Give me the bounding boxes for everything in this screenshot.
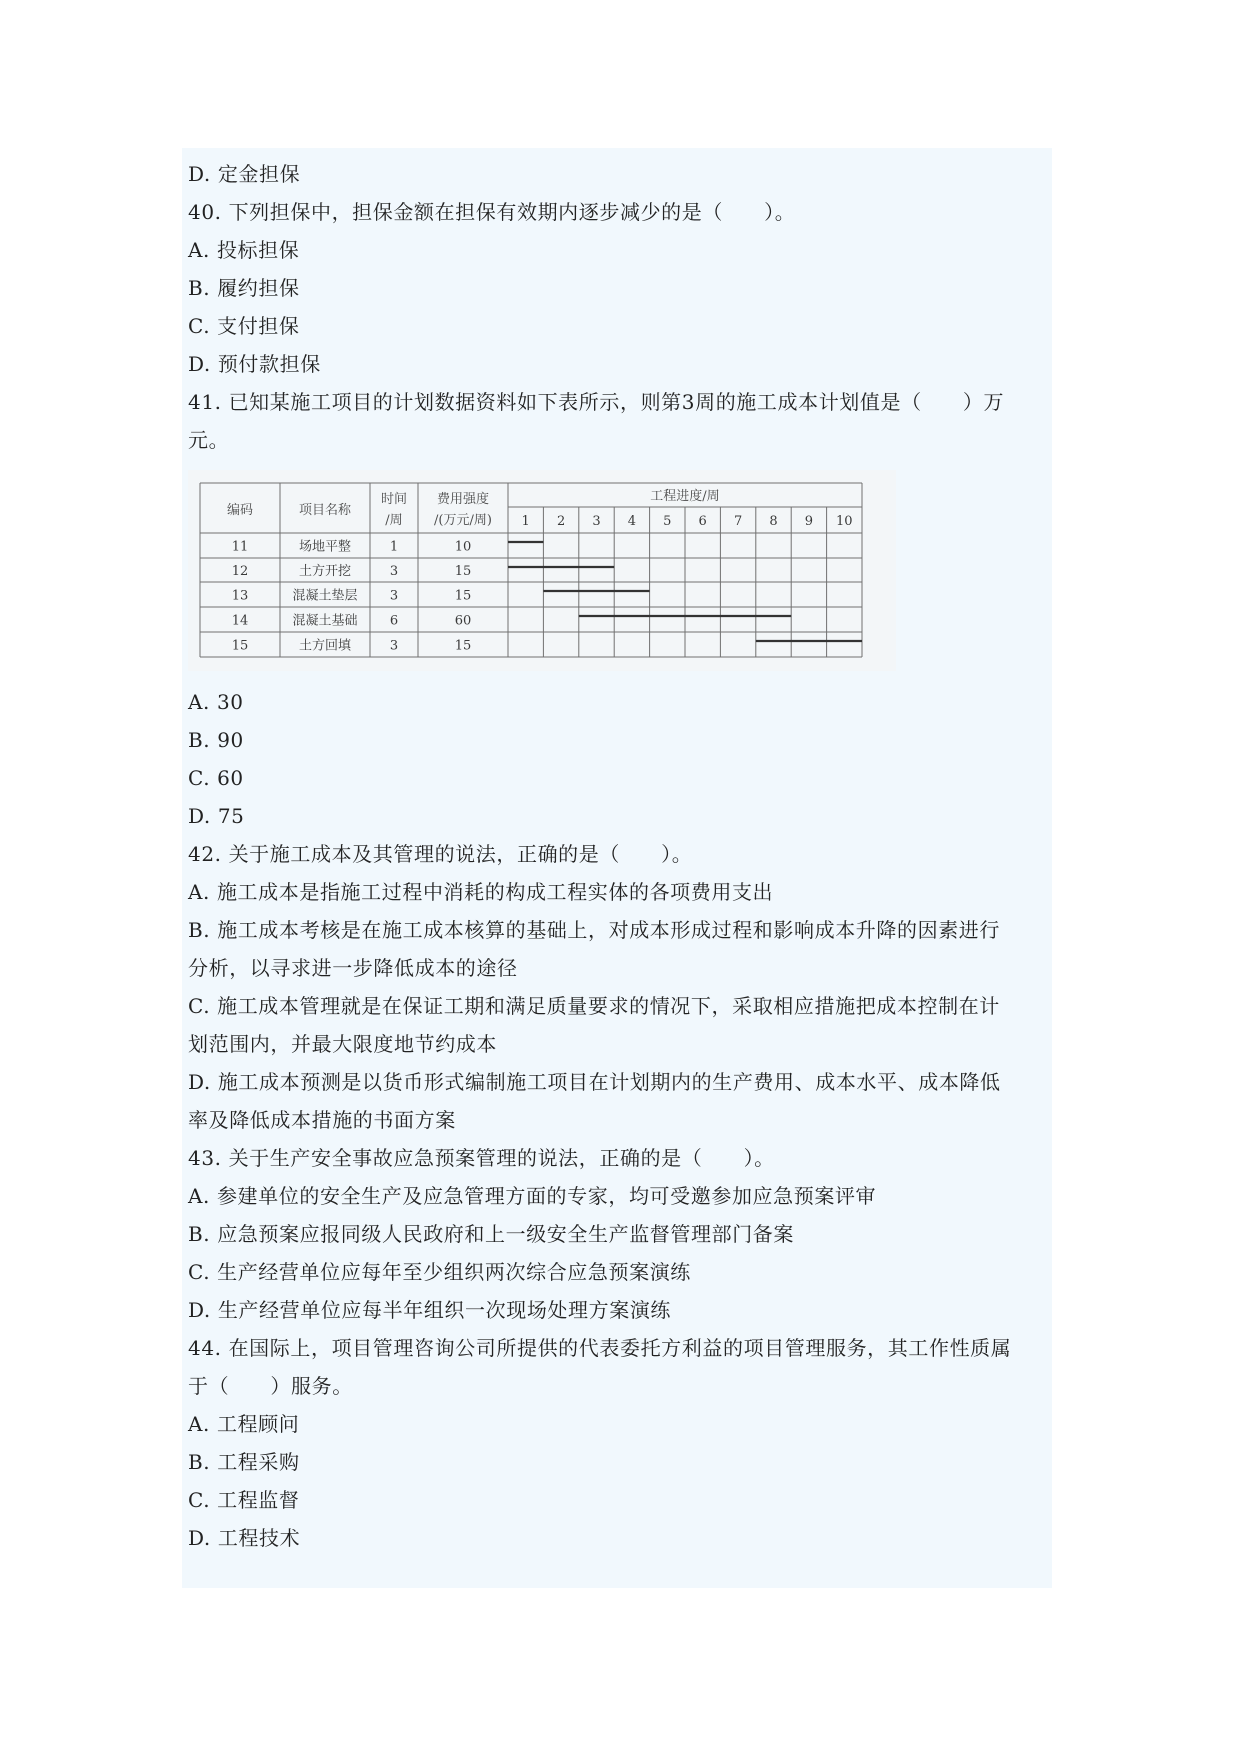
- week-label-8: 8: [769, 514, 778, 529]
- header-progress: 工程进度/周: [650, 489, 720, 504]
- week-label-5: 5: [663, 514, 672, 529]
- schedule-table: [188, 470, 896, 671]
- cell-cost-15: 15: [454, 638, 472, 654]
- q41-option-c: C. 60: [188, 766, 244, 790]
- week-label-6: 6: [698, 514, 707, 529]
- cell-cost-12: 15: [454, 564, 472, 579]
- q40-option-a: A. 投标担保: [188, 238, 300, 262]
- cell-name-13: 混凝土垫层: [292, 588, 358, 604]
- q42-option-b-cont: 分析，以寻求进一步降低成本的途径: [188, 956, 518, 980]
- cell-cost-11: 10: [454, 539, 472, 555]
- cell-code-14: 14: [231, 613, 249, 629]
- document-page: [182, 148, 1052, 1588]
- q41-option-d: D. 75: [188, 804, 245, 828]
- cell-time-13: 3: [389, 588, 399, 604]
- week-label-1: 1: [521, 514, 530, 529]
- q41-option-a: A. 30: [188, 690, 244, 714]
- cell-time-14: 6: [389, 613, 399, 629]
- week-label-9: 9: [804, 514, 814, 529]
- question-42: 42. 关于施工成本及其管理的说法，正确的是（ ）。: [188, 842, 693, 866]
- cell-time-15: 3: [389, 638, 399, 654]
- cell-time-12: 3: [389, 564, 399, 579]
- header-time-unit: /周: [385, 513, 403, 528]
- q40-option-b: B. 履约担保: [188, 276, 300, 300]
- q43-option-d: D. 生产经营单位应每半年组织一次现场处理方案演练: [188, 1298, 672, 1322]
- q43-option-b: B. 应急预案应报同级人民政府和上一级安全生产监督管理部门备案: [188, 1222, 795, 1246]
- week-label-10: 10: [836, 514, 853, 529]
- q44-option-c: C. 工程监督: [188, 1488, 300, 1512]
- week-label-4: 4: [627, 514, 637, 529]
- header-cost-unit: /(万元/周): [434, 513, 492, 528]
- week-label-2: 2: [556, 514, 566, 529]
- schedule-table-image: [188, 470, 896, 671]
- cell-cost-14: 60: [454, 613, 472, 629]
- week-label-7: 7: [733, 514, 743, 529]
- question-44-cont: 于（ ）服务。: [188, 1374, 353, 1398]
- cell-cost-13: 15: [454, 588, 472, 604]
- question-41: 41. 已知某施工项目的计划数据资料如下表所示，则第3周的施工成本计划值是（ ）万: [188, 390, 1005, 414]
- q43-option-a: A. 参建单位的安全生产及应急管理方面的专家，均可受邀参加应急预案评审: [188, 1184, 877, 1208]
- cell-code-13: 13: [231, 588, 249, 604]
- q42-option-b: B. 施工成本考核是在施工成本核算的基础上，对成本形成过程和影响成本升降的因素进行: [188, 918, 1001, 942]
- header-cost: 费用强度: [436, 492, 490, 507]
- cell-name-11: 场地平整: [298, 539, 352, 555]
- header-code: 编码: [226, 503, 254, 518]
- q44-option-b: B. 工程采购: [188, 1450, 300, 1474]
- q41-option-b: B. 90: [188, 728, 244, 752]
- question-44: 44. 在国际上，项目管理咨询公司所提供的代表委托方利益的项目管理服务，其工作性质属: [188, 1336, 1012, 1360]
- cell-code-11: 11: [231, 539, 249, 555]
- q42-option-c-cont: 划范围内，并最大限度地节约成本: [188, 1032, 497, 1056]
- q40-option-c: C. 支付担保: [188, 314, 300, 338]
- cell-time-11: 1: [389, 539, 399, 555]
- q44-option-a: A. 工程顾问: [188, 1412, 300, 1436]
- question-43: 43. 关于生产安全事故应急预案管理的说法，正确的是（ ）。: [188, 1146, 775, 1170]
- q42-option-d-cont: 率及降低成本措施的书面方案: [188, 1108, 456, 1132]
- week-label-3: 3: [592, 514, 601, 529]
- cell-name-14: 混凝土基础: [292, 613, 358, 629]
- q42-option-a: A. 施工成本是指施工过程中消耗的构成工程实体的各项费用支出: [188, 880, 774, 904]
- header-time: 时间: [380, 492, 408, 507]
- q40-option-d: D. 预付款担保: [188, 352, 321, 376]
- cell-code-15: 15: [231, 638, 249, 654]
- line-d-option-q39: D. 定金担保: [188, 162, 301, 186]
- question-40: 40. 下列担保中，担保金额在担保有效期内逐步减少的是（ ）。: [188, 200, 796, 224]
- q42-option-c: C. 施工成本管理就是在保证工期和满足质量要求的情况下，采取相应措施把成本控制在计: [188, 994, 1000, 1018]
- cell-name-15: 土方回填: [298, 638, 352, 654]
- q42-option-d: D. 施工成本预测是以货币形式编制施工项目在计划期内的生产费用、成本水平、成本降低: [188, 1070, 1001, 1094]
- cell-code-12: 12: [231, 564, 249, 579]
- question-41-cont: 元。: [188, 428, 230, 452]
- q44-option-d: D. 工程技术: [188, 1526, 301, 1550]
- q43-option-c: C. 生产经营单位应每年至少组织两次综合应急预案演练: [188, 1260, 691, 1284]
- cell-name-12: 土方开挖: [298, 564, 352, 579]
- header-name: 项目名称: [298, 503, 352, 518]
